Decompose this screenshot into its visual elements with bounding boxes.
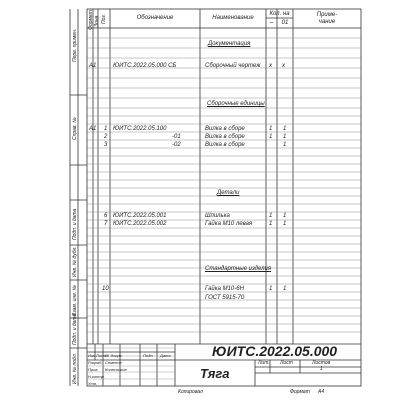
tb-list-h: Лист bbox=[280, 360, 293, 366]
tb-razrab: Разраб. bbox=[88, 360, 103, 365]
row-8-pos: 7 bbox=[104, 221, 108, 227]
row-3-qty2: 1 bbox=[283, 126, 287, 132]
tb-n-kontr: Н.контр. bbox=[88, 374, 105, 379]
row-7-name: Шпилька bbox=[205, 213, 230, 219]
tb-utv: Утв. bbox=[88, 381, 98, 386]
margin-vzam-inv: Взам. инв. № bbox=[72, 285, 78, 316]
margin-perv-primen: Перв. примен. bbox=[72, 28, 78, 62]
footer-kopiroval: Копировал bbox=[178, 389, 203, 395]
margin-podp-data-2: Подп. и дата bbox=[72, 313, 78, 345]
row-4-name: Вилка в сборе bbox=[205, 134, 245, 140]
footer-format: Формат bbox=[290, 389, 310, 395]
row-3-designation: ЮИТС.2022.05.100 bbox=[113, 126, 167, 132]
row-3-format: А1 bbox=[89, 126, 97, 132]
tb-data: Дата bbox=[160, 353, 171, 358]
tb-listov-val: 1 bbox=[320, 366, 323, 372]
header-zone: Зона bbox=[94, 15, 100, 27]
header-format: Формат bbox=[88, 10, 94, 30]
tb-izm: Изм bbox=[88, 353, 96, 358]
row-8-name: Гайка М10 левая bbox=[205, 221, 253, 227]
header-pos: Поз. bbox=[101, 13, 107, 24]
tb-podp: Подп. bbox=[143, 353, 154, 358]
doc-title: Тяга bbox=[200, 366, 230, 381]
row-3-name: Вилка в сборе bbox=[205, 126, 245, 132]
margin-inv-dubl: Инв. № дубл. bbox=[72, 246, 78, 277]
row-5-name: Вилка в сборе bbox=[205, 142, 245, 148]
doc-number: ЮИТС.2022.05.000 bbox=[212, 343, 338, 359]
row-1-qty2: х bbox=[282, 63, 285, 69]
row-10-pos: 10 bbox=[102, 286, 109, 292]
header-qty-on: Кол. на bbox=[269, 11, 290, 17]
row-8-qty2: 1 bbox=[283, 221, 287, 227]
section-assemblies: Сборочные единицы bbox=[207, 101, 265, 107]
tb-lit: Лит. bbox=[258, 360, 270, 366]
footer-format-val: А4 bbox=[318, 389, 325, 395]
margin-sprav: Справ. № bbox=[72, 117, 78, 140]
row-4-designation: -01 bbox=[172, 134, 181, 140]
row-4-pos: 2 bbox=[104, 134, 108, 140]
margin-inv-podl: Инв. № подл. bbox=[72, 352, 78, 384]
row-4-qty2: 1 bbox=[283, 134, 287, 140]
tb-n-dokum: № докум. bbox=[105, 353, 123, 358]
tb-listov: Листов bbox=[312, 360, 331, 366]
row-3-qty1: 1 bbox=[269, 126, 273, 132]
row-8-qty1: 1 bbox=[269, 221, 273, 227]
row-1-qty1: х bbox=[269, 63, 272, 69]
header-qty-dash: – bbox=[269, 20, 274, 26]
row-10-name: Гайка М10-6Н bbox=[205, 286, 244, 292]
row-10-qty2: 1 bbox=[283, 286, 287, 292]
row-7-qty1: 1 bbox=[269, 213, 273, 219]
row-1-designation: ЮИТС.2022.05.000 СБ bbox=[113, 63, 177, 69]
row-5-designation: -02 bbox=[172, 142, 181, 148]
header-note: Приме- чание bbox=[316, 12, 338, 25]
row-1-name: Сборочный чертеж bbox=[205, 63, 261, 69]
row-3-pos: 1 bbox=[104, 126, 108, 132]
row-5-pos: 3 bbox=[104, 142, 108, 148]
row-7-qty2: 1 bbox=[283, 213, 287, 219]
tb-prov-name: Колесников bbox=[105, 367, 127, 372]
header-qty-01: 01 bbox=[281, 20, 289, 26]
margin-podp-data-1: Подп. и дата bbox=[72, 208, 78, 240]
section-parts: Детали bbox=[217, 190, 240, 196]
section-documentation: Документация bbox=[208, 41, 251, 47]
row-4-qty1: 1 bbox=[269, 134, 273, 140]
row-7-designation: ЮИТС.2022.05.001 bbox=[113, 213, 167, 219]
tb-prov: Пров. bbox=[88, 367, 99, 372]
header-name: Наименование bbox=[212, 15, 254, 21]
row-10-qty1: 1 bbox=[269, 286, 273, 292]
row-8-designation: ЮИТС.2022.05.002 bbox=[113, 221, 167, 227]
tb-razrab-name: Семенов bbox=[105, 360, 122, 365]
row-7-pos: 6 bbox=[104, 213, 108, 219]
header-designation: Обозначение bbox=[136, 15, 174, 21]
row-1-format: А1 bbox=[89, 63, 97, 69]
row-11-name: ГОСТ 5915-70 bbox=[205, 295, 245, 301]
row-5-qty2: 1 bbox=[283, 142, 287, 148]
section-standard-items: Стандартные изделия bbox=[205, 266, 272, 272]
tb-list: Лист bbox=[96, 353, 107, 358]
